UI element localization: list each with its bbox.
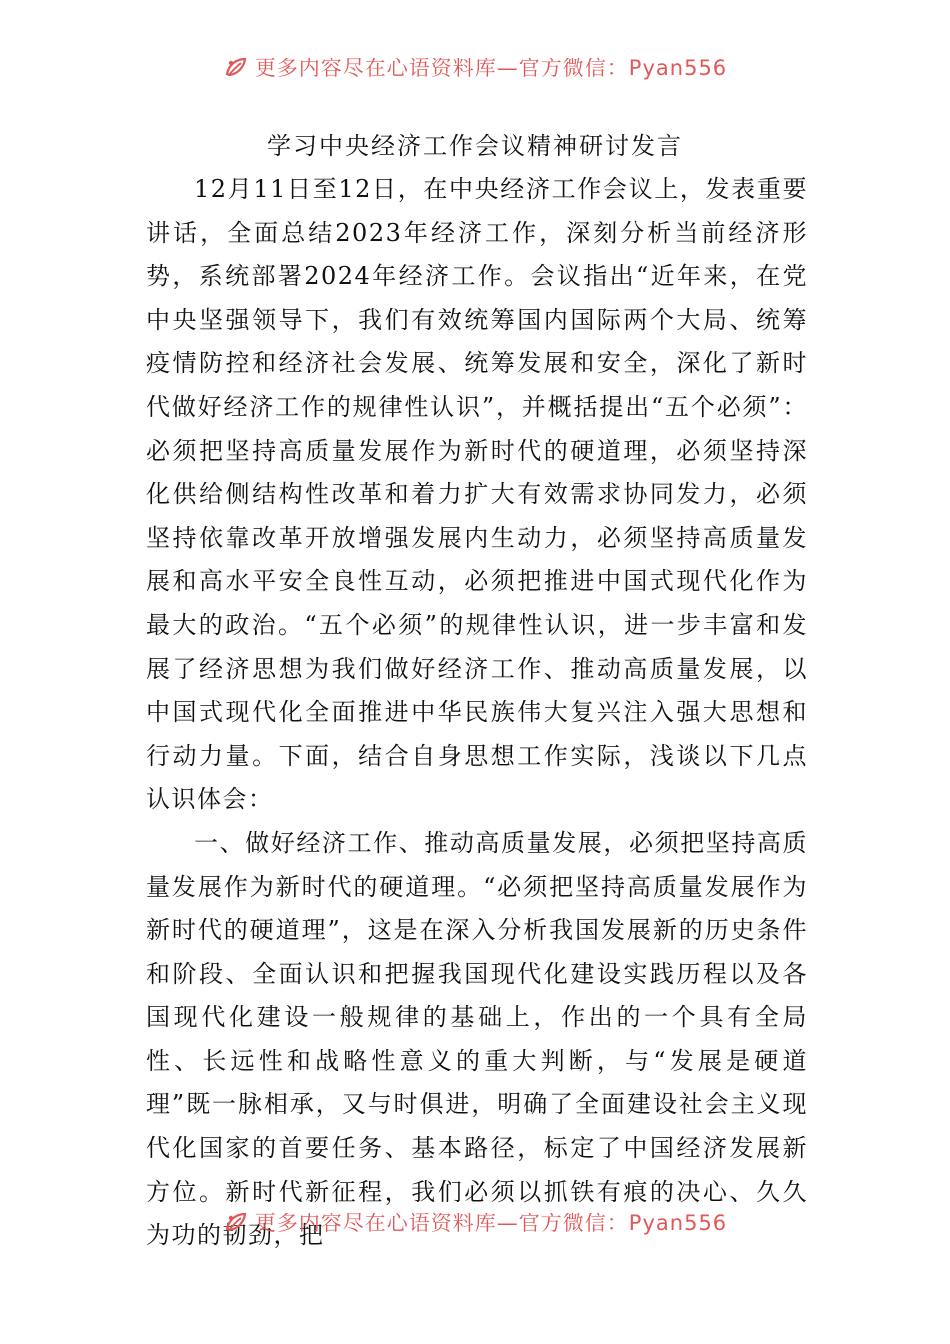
watermark-text: 更多内容尽在心语资料库—官方微信：Pyan556 — [254, 1213, 728, 1235]
paragraph-point-one: 一、做好经济工作、推动高质量发展，必须把坚持高质量发展作为新时代的硬道理。“必须把坚持高质量发展作为新时代的硬道理”，这是在深入分析我国发展新的历史条件和阶段、全面认识和把握我国现代化建设实践历程以及各国现代化建设一般规律的基础上，作出的一个具有全局性、长远性和战略性意义的重大判断，与“发展是硬道理”既一脉相承，又与时俱进，明确了全面建设社会主义现代化国家的首要任务、基本路径，标定了中国经济发展新方位。新时代新征程，我们必须以抓铁有痕的决心、久久为功的韧劲，把 — [146, 828, 808, 1250]
document-title: 学习中央经济工作会议精神研讨发言 — [267, 132, 683, 160]
watermark-text: 更多内容尽在心语资料库—官方微信：Pyan556 — [254, 58, 728, 80]
leaf-logo-icon — [223, 58, 249, 80]
watermark-header — [0, 58, 950, 82]
document-body — [146, 168, 808, 1258]
paragraph-intro: 12月11日至12日，在中央经济工作会议上，发表重要讲话，全面总结2023年经济工作，深刻分析当前经济形势，系统部署2024年经济工作。会议指出“近年来，在党中央坚强领导下，我们有效统筹国内国际两个大局、统筹疫情防控和经济社会发展、统筹发展和安全，深化了新时代做好经济工作的规律性认识”，并概括提出“五个必须”：必须把坚持高质量发展作为新时代的硬道理，必须坚持深化供给侧结构性改革和着力扩大有效需求协同发力，必须坚持依靠改革开放增强发展内生动力，必须坚持高质量发展和高水平安全良性互动，必须把推进中国式现代化作为最大的政治。“五个必须”的规律性认识，进一步丰富和发展了经济思想为我们做好经济工作、推动高质量发展，以中国式现代化全面推进中华民族伟大复兴注入强大思想和行动力量。下面，结合自身思想工作实际，浅谈以下几点认识体会： — [146, 175, 808, 814]
leaf-logo-icon — [223, 1213, 249, 1235]
watermark-footer — [0, 1213, 950, 1237]
